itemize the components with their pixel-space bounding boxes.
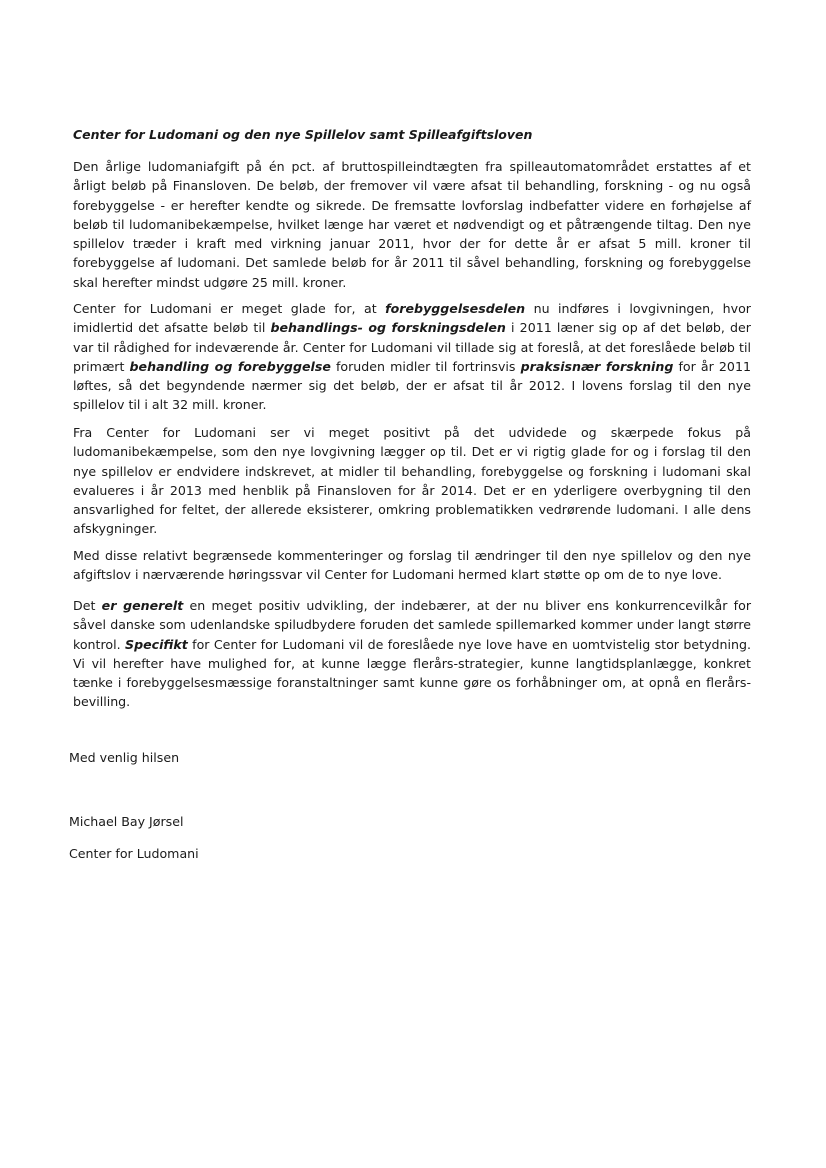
paragraph-text: en meget positiv udvikling, der indebærer, at der nu bliver ens konkurrencevilkår for såvel danske som udenlandske spiludbydere foruden det samlede spillemarked kommer under langt større kontrol. [73, 598, 752, 652]
emphasized-text: behandlings- og forskningsdelen [270, 320, 506, 336]
closing-greeting: Med venlig hilsen [69, 750, 180, 765]
paragraph-2 [73, 299, 751, 415]
paragraph-text: nu indføres i lovgivningen, hvor imidlertid det afsatte beløb til [73, 301, 751, 336]
paragraph-text: i 2011 læner sig op af det beløb, der var til rådighed for indeværende år. Center for Ludomani vil tillade sig at foreslå, at det foreslåede beløb til primært [73, 320, 751, 374]
paragraph-text: Det [73, 598, 102, 613]
paragraph-3 [73, 423, 751, 539]
paragraph-text: Den årlige ludomaniafgift på én pct. af bruttospilleindtægten fra spilleautomatområdet erstattes af et årligt beløb på Finansloven. De beløb, der fremover vil være afsat til behandling, forskning - og nu også forebyggelse - er herefter kendte og sikrede. De fremsatte lovforslag indbefatter videre en forhøjelse af beløb til ludomanibekæmpelse, hvilket længe har været et nødvendigt og et påtrængende tiltag. Den nye spillelov træder i kraft med virkning januar 2011, hvor der for dette år er afsat 5 mill. kroner til forebyggelse af ludomani. Det samlede beløb for år 2011 til såvel behandling, forskning og forebyggelse skal herefter mindst udgøre 25 mill. kroner. [73, 159, 751, 290]
emphasized-text: behandling og forebyggelse [129, 358, 331, 374]
paragraph-text: foruden midler til fortrinsvis [330, 358, 521, 374]
paragraph-text: Fra Center for Ludomani ser vi meget positivt på det udvidede og skærpede fokus på ludomanibekæmpelse, som den nye lovgivning lægger op til. Det er vi rigtig glade for og i forslag til den nye spillelov er endvidere indskrevet, at midler til behandling, forebyggelse og forskning i ludomani skal evalueres i år 2013 med henblik på Finansloven for år 2014. Det er en yderligere overbygning til den ansvarlighed for feltet, der allerede eksisterer, omkring problematikken vedrørende ludomani. I alle dens afskygninger. [73, 425, 751, 537]
paragraph-text: Center for Ludomani er meget glade for, at [73, 301, 386, 316]
signer-name: Michael Bay Jørsel [69, 814, 184, 829]
emphasized-text: er generelt [101, 598, 184, 613]
emphasized-text: Specifikt [125, 636, 188, 652]
paragraph-text: for Center for Ludomani vil de foreslåede nye love have en uomtvistelig stor betydning. Vi vil herefter have mulighed for, at kunne lægge flerårs-strategier, kunne langtidsplanlægge, konkret tænke i forebyggelsesmæssige foranstaltninger samt kunne gøre os forhåbninger om, at opnå en flerårs-bevilling. [73, 636, 751, 710]
signer-organization: Center for Ludomani [69, 846, 199, 861]
paragraph-1 [73, 157, 751, 292]
emphasized-text: forebyggelsesdelen [385, 301, 526, 316]
paragraph-4 [73, 546, 751, 585]
emphasized-text: praksisnær forskning [520, 358, 674, 374]
paragraph-text: Med disse relativt begrænsede kommenteringer og forslag til ændringer til den nye spillelov og den nye afgiftslov i nærværende høringssvar vil Center for Ludomani hermed klart støtte op om de to nye love. [73, 548, 751, 583]
paragraph-text: for år 2011 løftes, så det begyndende nærmer sig det beløb, der er afsat til år 2012. I lovens forslag til den nye spillelov til i alt 32 mill. kroner. [73, 358, 751, 413]
paragraph-5 [73, 596, 751, 712]
document-title: Center for Ludomani og den nye Spillelov samt Spilleafgiftsloven [73, 127, 533, 142]
